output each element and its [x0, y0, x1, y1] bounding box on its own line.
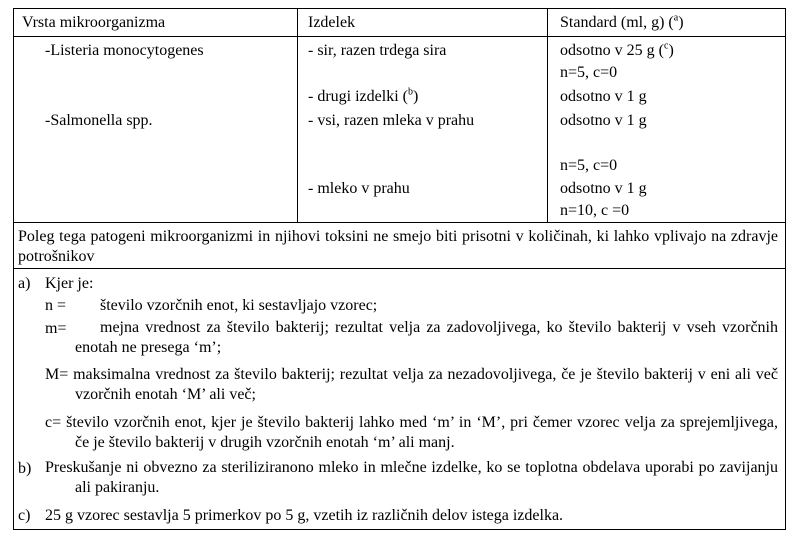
def-m-text: mejna vrednost za število bakterij; rezultat velja za zadovoljivega, ko število bakterij v vseh vzorčnih enotah ne presega ‘m’; [75, 319, 778, 356]
footnote-c-label: c) [18, 507, 31, 524]
product-other-close: ) [412, 88, 419, 105]
def-n-key: n = [45, 297, 67, 314]
sampling-salmonella-1: n=5, c=0 [560, 157, 618, 174]
sampling-listeria: n=5, c=0 [560, 64, 618, 81]
organism-salmonella: -Salmonella spp. [45, 112, 153, 129]
standard-listeria-other: odsotno v 1 g [560, 88, 647, 105]
def-c: c= število vzorčnih enot, kjer je število bakterij lahko med ‘m’ in ‘M’, pri čemer vzorec velja za sprejemljivega, če je število bakterij v drugih vzorčnih enotah ‘m’ ali manj. [45, 414, 778, 451]
column-divider-2 [547, 8, 548, 222]
standard-listeria-cheese-text: odsotno v 25 g ( [560, 42, 664, 59]
footnote-ref-c: c [664, 40, 669, 52]
def-M: M= maksimalna vrednost za število bakterij; rezultat velja za nezadovoljivega, če je število bakterij v eni ali več vzorčnih enotah ‘M’ ali več; [45, 366, 778, 403]
standard-listeria-cheese [560, 42, 674, 60]
def-m-key: m= [45, 320, 67, 337]
sampling-salmonella-2: n=10, c =0 [560, 202, 630, 219]
header-organism: Vrsta mikroorganizma [22, 14, 166, 31]
def-n-text: število vzorčnih enot, ki sestavljajo vzorec; [100, 297, 378, 314]
body-divider [13, 222, 786, 223]
footnote-b-label: b) [18, 460, 32, 477]
general-note: Poleg tega patogeni mikroorganizmi in njihovi toksini ne smejo biti prisotni v količinah, ki lahko vplivajo na zdravje potrošnikov [18, 228, 778, 265]
organism-listeria: -Listeria monocytogenes [45, 42, 204, 59]
footnote-c-text: 25 g vzorec sestavlja 5 primerkov po 5 g, vzetih iz različnih delov istega izdelka. [45, 507, 564, 524]
header-product: Izdelek [308, 14, 356, 31]
column-divider-1 [297, 8, 298, 222]
footnote-b-text: Preskušanje ni obvezno za steriliziranono mleko in mlečne izdelke, ko se toplotna obdelava uporabi po zavijanju ali pakiranju. [45, 459, 778, 496]
standard-salmonella-powder: odsotno v 1 g [560, 180, 647, 197]
product-all-except-powder: - vsi, razen mleka v prahu [308, 112, 475, 129]
header-divider [13, 36, 786, 37]
product-other-text: - drugi izdelki ( [308, 88, 408, 105]
product-cheese: - sir, razen trdega sira [308, 42, 447, 59]
standard-salmonella-all: odsotno v 1 g [560, 112, 647, 129]
header-standard-text: Standard (ml, g) ( [560, 14, 674, 31]
footnote-a-label: a) [18, 275, 31, 292]
note-divider [13, 268, 786, 269]
footnote-ref-b: b [407, 86, 413, 98]
header-standard [560, 14, 684, 32]
footnote-ref-a: a [673, 12, 679, 24]
header-standard-close: ) [678, 14, 684, 31]
product-other [308, 88, 418, 106]
product-milk-powder: - mleko v prahu [308, 180, 410, 197]
footnote-a-intro: Kjer je: [45, 275, 94, 292]
standard-listeria-cheese-close: ) [668, 42, 674, 59]
